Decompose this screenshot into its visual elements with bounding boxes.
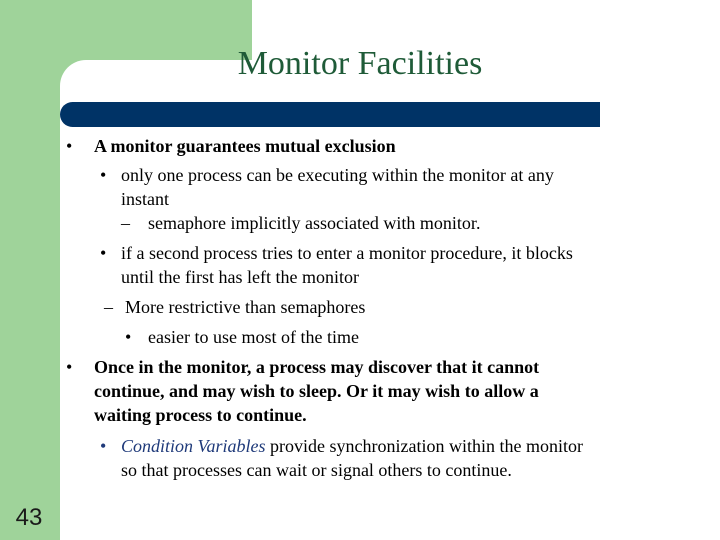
emphasis-term: Condition Variables	[121, 436, 266, 456]
sub-bullet-text-cont: until the first has left the monitor	[121, 267, 359, 287]
sub-bullet-marker: •	[125, 327, 132, 347]
dash-marker: –	[104, 297, 113, 317]
bullet-text-cont: continue, and may wish to sleep. Or it may wish to allow a	[94, 381, 539, 401]
bullet-text-cont: waiting process to continue.	[94, 405, 307, 425]
slide-title: Monitor Facilities	[237, 45, 483, 82]
sub-bullet-marker: •	[100, 436, 107, 456]
bullet-marker: •	[66, 136, 73, 156]
sub-bullet-text: if a second process tries to enter a monitor procedure, it blocks	[121, 243, 573, 263]
bullet-text: A monitor guarantees mutual exclusion	[94, 136, 396, 156]
bullet-marker: •	[66, 357, 73, 377]
sub-bullet-text-rest: provide synchronization within the monitor	[265, 436, 583, 456]
dash-text: semaphore implicitly associated with monitor.	[148, 213, 481, 233]
sub-bullet-text: only one process can be executing within the monitor at any	[121, 165, 554, 185]
slide-number: 43	[15, 504, 43, 531]
title-divider	[60, 102, 600, 127]
dash-marker: –	[121, 213, 130, 233]
dash-text: More restrictive than semaphores	[125, 297, 366, 317]
sub-bullet-text	[121, 434, 583, 458]
bullet-text: Once in the monitor, a process may discover that it cannot	[94, 357, 540, 377]
sub-bullet-text-cont: instant	[121, 189, 169, 209]
sub-bullet-marker: •	[100, 243, 107, 263]
sub-bullet-text: easier to use most of the time	[148, 327, 359, 347]
sub-bullet-text-cont: so that processes can wait or signal others to continue.	[121, 460, 512, 480]
sub-bullet-marker: •	[100, 165, 107, 185]
